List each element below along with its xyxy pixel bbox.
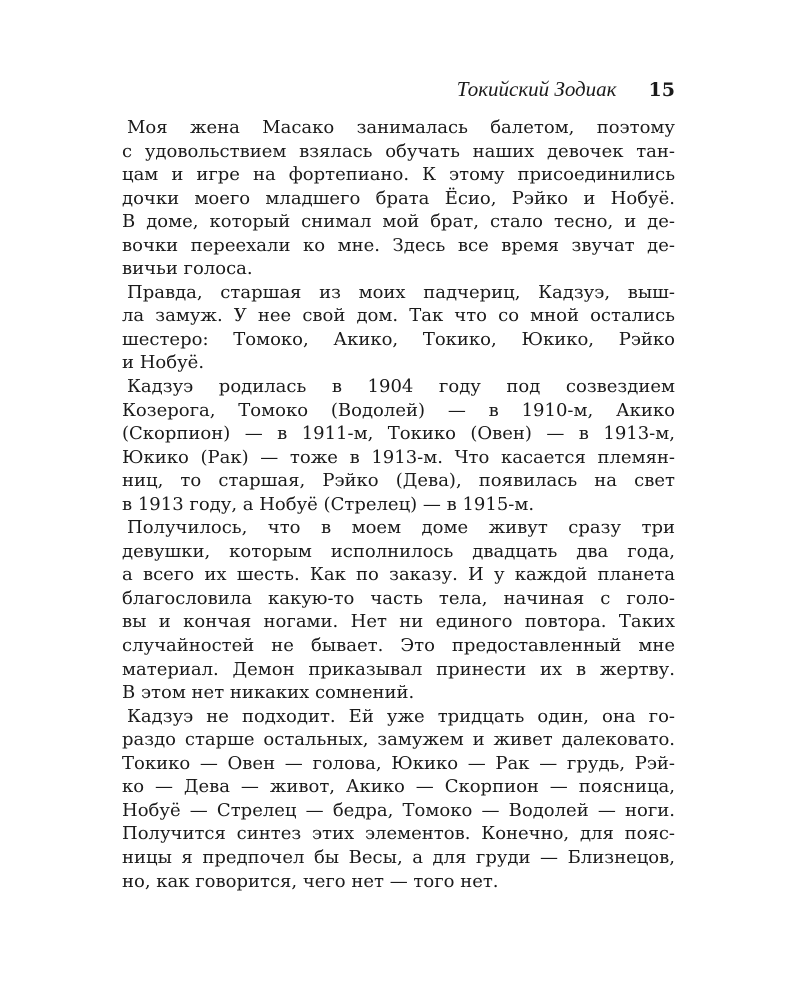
text-line: но, как говорится, чего нет — того нет. xyxy=(122,870,499,892)
running-title: Токийский Зодиак xyxy=(456,77,617,101)
body-text xyxy=(122,116,675,893)
running-head xyxy=(122,76,675,103)
text-line: Кадзуэ не подходит. Ей уже тридцать один, она го- xyxy=(127,705,675,727)
text-line: благословила какую-то часть тела, начиная с голо- xyxy=(122,587,675,609)
text-line: Правда, старшая из моих падчериц, Кадзуэ, выш- xyxy=(127,281,675,303)
text-line: ко — Дева — живот, Акико — Скорпион — поясница, xyxy=(122,776,675,798)
text-line: ницы я предпочел бы Весы, а для груди — Близнецов, xyxy=(122,846,675,868)
text-line: Юкико (Рак) — тоже в 1913-м. Что касается племян- xyxy=(122,446,675,468)
text-line: В этом нет никаких сомнений. xyxy=(122,682,415,704)
text-line: Нобуё — Стрелец — бедра, Томоко — Водолей — ноги. xyxy=(122,799,675,821)
text-line: (Скорпион) — в 1911-м, Токико (Овен) — в 1913-м, xyxy=(122,423,675,445)
text-line: вочки переехали ко мне. Здесь все время звучат де- xyxy=(122,234,675,256)
text-line: Моя жена Масако занималась балетом, поэтому xyxy=(127,117,675,138)
text-line: В доме, который снимал мой брат, стало тесно, и де- xyxy=(122,211,675,233)
text-line: а всего их шесть. Как по заказу. И у каждой планета xyxy=(122,564,675,586)
text-line: материал. Демон приказывал принести их в жертву. xyxy=(122,658,675,680)
text-line: цам и игре на фортепиано. К этому присоединились xyxy=(122,164,675,186)
text-line: Получилось, что в моем доме живут сразу три xyxy=(127,517,675,539)
text-line: случайностей не бывает. Это предоставленный мне xyxy=(122,635,675,657)
page-number: 15 xyxy=(648,79,675,101)
text-line: раздо старше остальных, замужем и живет далековато. xyxy=(122,729,675,751)
text-line: с удовольствием взялась обучать наших девочек тан- xyxy=(122,140,675,162)
paragraph-5 xyxy=(122,705,675,893)
text-line: в 1913 году, а Нобуё (Стрелец) — в 1915-м. xyxy=(122,493,535,515)
paragraph-4 xyxy=(122,516,675,704)
text-line: Токико — Овен — голова, Юкико — Рак — грудь, Рэй- xyxy=(122,752,675,774)
text-line: Кадзуэ родилась в 1904 году под созвездием xyxy=(127,376,675,398)
paragraph-1 xyxy=(122,116,675,281)
text-line: девушки, которым исполнилось двадцать два года, xyxy=(122,540,675,562)
text-line: шестеро: Томоко, Акико, Токико, Юкико, Рэйко xyxy=(122,328,675,350)
paragraph-2 xyxy=(122,281,675,375)
text-line: Козерога, Томоко (Водолей) — в 1910-м, Акико xyxy=(122,399,675,421)
text-line: ниц, то старшая, Рэйко (Дева), появилась на свет xyxy=(122,470,675,492)
text-line: и Нобуё. xyxy=(122,352,205,374)
paragraph-3 xyxy=(122,375,675,516)
text-line: дочки моего младшего брата Ёсио, Рэйко и Нобуё. xyxy=(122,187,675,209)
text-line: вичьи голоса. xyxy=(122,258,253,280)
text-line: вы и кончая ногами. Нет ни единого повтора. Таких xyxy=(122,611,675,633)
text-line: ла замуж. У нее свой дом. Так что со мной остались xyxy=(122,305,675,327)
text-line: Получится синтез этих элементов. Конечно, для пояс- xyxy=(122,823,675,845)
